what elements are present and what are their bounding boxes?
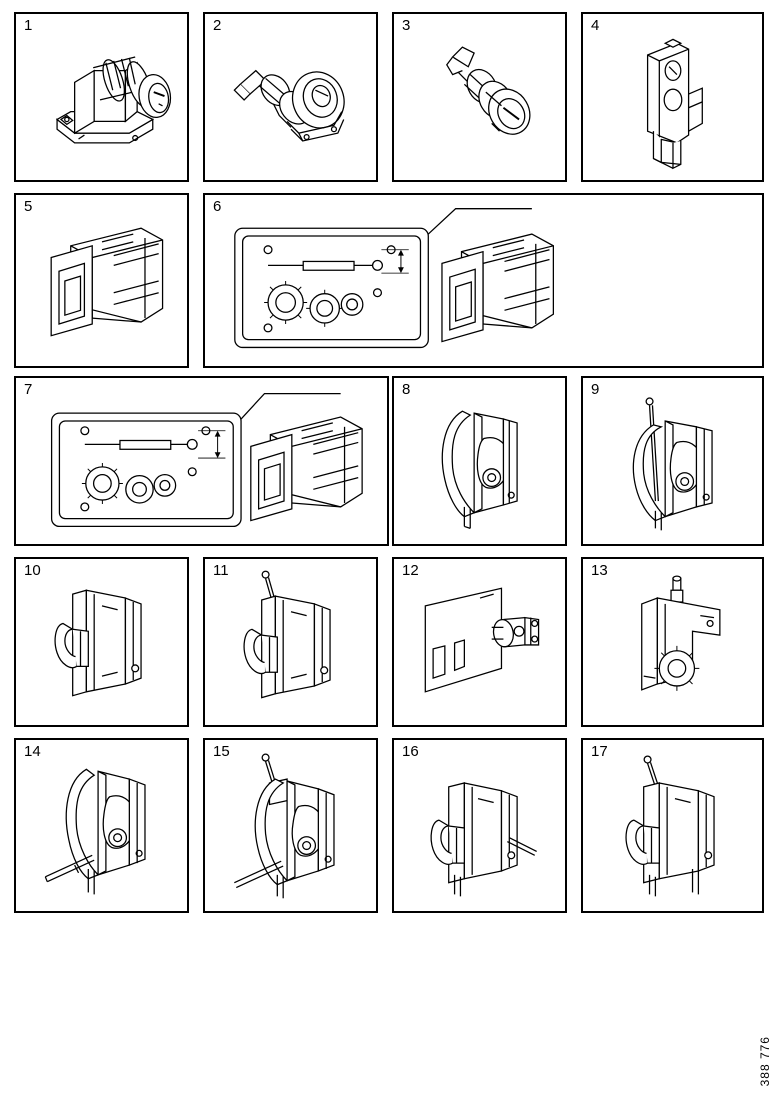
lock-cylinder-on-bracket-illustration bbox=[16, 14, 187, 180]
actuator-gear-detail-6mm-illustration bbox=[16, 378, 387, 544]
panel-8 bbox=[392, 376, 567, 546]
latch-bracket-with-pin-illustration bbox=[205, 559, 376, 725]
panel-number: 6 bbox=[213, 198, 222, 215]
panel-number: 17 bbox=[591, 743, 608, 760]
panel-5 bbox=[14, 193, 189, 368]
panel-17 bbox=[581, 738, 764, 913]
panel-number: 16 bbox=[402, 743, 419, 760]
panel-number: 1 bbox=[24, 17, 33, 34]
latch-bracket-illustration bbox=[16, 559, 187, 725]
panel-16 bbox=[392, 738, 567, 913]
latch-bracket-rod-pin-illustration bbox=[583, 740, 762, 911]
panel-12 bbox=[392, 557, 567, 727]
panel-13 bbox=[581, 557, 764, 727]
panel-number: 8 bbox=[402, 381, 411, 398]
door-lock-housing-illustration bbox=[583, 14, 762, 180]
panel-number: 12 bbox=[402, 562, 419, 579]
panel-10 bbox=[14, 557, 189, 727]
panel-4 bbox=[581, 12, 764, 182]
actuator-module-illustration bbox=[16, 195, 187, 366]
panel-number: 14 bbox=[24, 743, 41, 760]
panel-7 bbox=[14, 376, 389, 546]
panel-number: 4 bbox=[591, 17, 600, 34]
lock-cylinder-with-cap-illustration bbox=[205, 14, 376, 180]
panel-11 bbox=[203, 557, 378, 727]
actuator-module-gear-detail-illustration bbox=[205, 195, 762, 366]
panel-2 bbox=[203, 12, 378, 182]
latch-assembly-rod-pin-illustration bbox=[205, 740, 376, 911]
panel-number: 7 bbox=[24, 381, 33, 398]
mounting-plate-with-motor-illustration bbox=[394, 559, 565, 725]
panel-number: 10 bbox=[24, 562, 41, 579]
panel-9 bbox=[581, 376, 764, 546]
panel-number: 13 bbox=[591, 562, 608, 579]
latch-frame-illustration bbox=[394, 378, 565, 544]
lock-cylinder-with-lever-illustration bbox=[394, 14, 565, 180]
figure-code: 388 776 bbox=[758, 1035, 772, 1086]
panel-14 bbox=[14, 738, 189, 913]
mounting-plate-with-gear-illustration bbox=[583, 559, 762, 725]
panel-number: 3 bbox=[402, 17, 411, 34]
panel-number: 5 bbox=[24, 198, 33, 215]
panel-number: 9 bbox=[591, 381, 600, 398]
panel-3 bbox=[392, 12, 567, 182]
latch-bracket-with-rod-illustration bbox=[394, 740, 565, 911]
panel-number: 2 bbox=[213, 17, 222, 34]
panel-6 bbox=[203, 193, 764, 368]
panel-number: 11 bbox=[213, 562, 229, 579]
latch-assembly-with-rod-illustration bbox=[16, 740, 187, 911]
panel-1 bbox=[14, 12, 189, 182]
latch-frame-with-pin-illustration bbox=[583, 378, 762, 544]
panel-number: 15 bbox=[213, 743, 230, 760]
panel-15 bbox=[203, 738, 378, 913]
